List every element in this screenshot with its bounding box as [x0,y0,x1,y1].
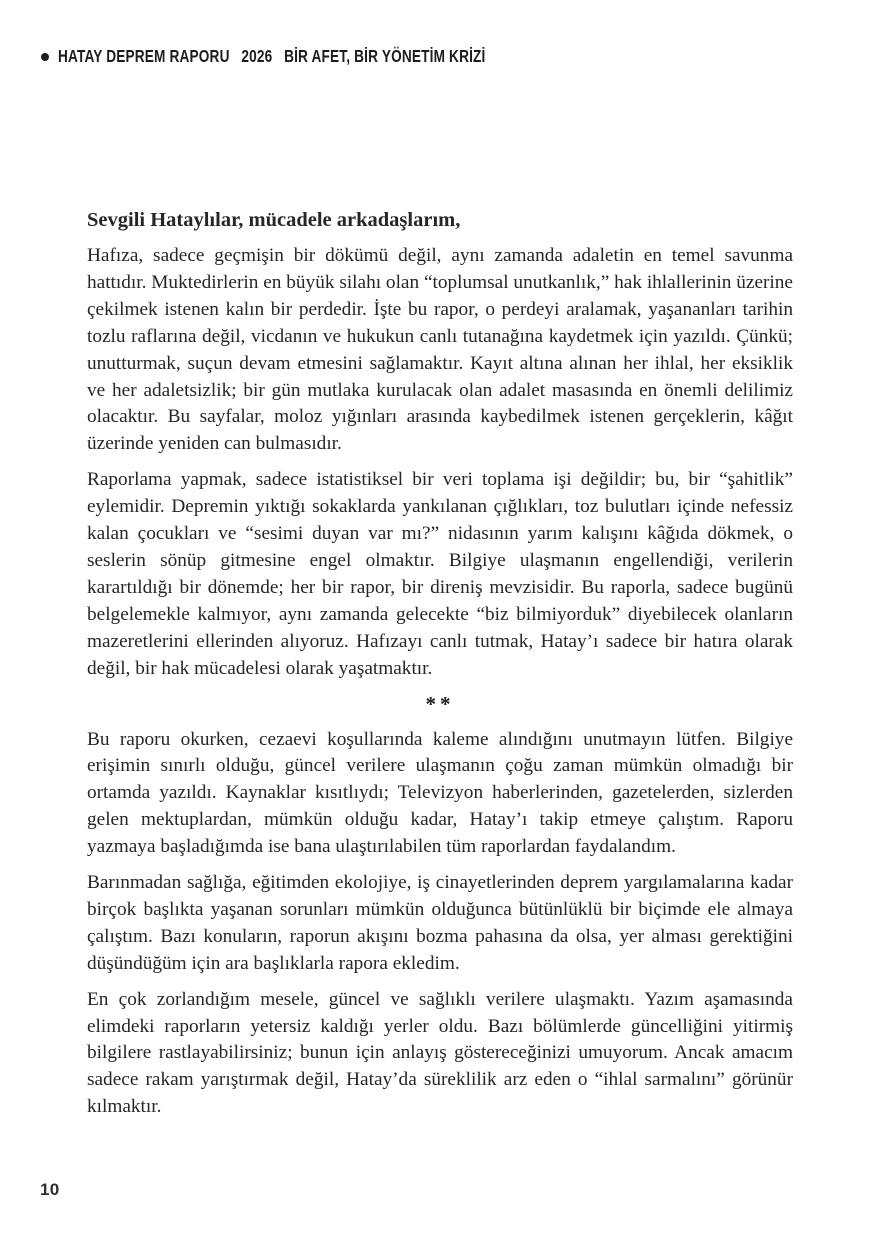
paragraph-4: Barınmadan sağlığa, eğitimden ekolojiye, iş cinayetlerinden deprem yargılamalarına kadar birçok başlıkta yaşanan sorunları mümkün olduğunca bütünlüklü bir biçimde ele almaya çalıştım. Bazı konuların, raporun akışını bozma pahasına da olsa, yer alması gerektiğini düşündüğüm için ara başlıklarla rapora ekledim. [87,872,793,974]
paragraph-1: Hafıza, sadece geçmişin bir dökümü değil, aynı zamanda adaletin en temel savunma hattıdır. Muktedirlerin en büyük silahı olan “toplumsal unutkanlık,” hak ihlallerinin üzerine çekilmek istenen kalın bir perdedir. İşte bu rapor, o perdeyi aralamak, yaşananları tarihin tozlu raflarına değil, vicdanın ve hukukun canlı tutanağına kaydetmek için yazıldı. Çünkü; unutturmak, suçun devam etmesini sağlamaktır. Kayıt altına alınan her ihlal, her eksiklik ve her adaletsizlik; bir gün mutlaka kurulacak olan adalet masasında en önemli delilimiz olacaktır. Bu sayfalar, moloz yığınları arasında kaybedilmek istenen gerçeklerin, kâğıt üzerinde yeniden can bulmasıdır. [87,245,793,455]
report-title: HATAY DEPREM RAPORU [58,46,230,66]
letter-body [87,209,793,1130]
running-header-text [58,46,485,67]
salutation: Sevgili Hataylılar, mücadele arkadaşlarım, [87,209,461,231]
paragraph-5: En çok zorlandığım mesele, güncel ve sağlıklı verilere ulaşmaktı. Yazım aşamasında elimdeki raporların yetersiz kaldığı yerler oldu. Bazı bölümlerde güncelliğini yitirmiş bilgilere rastlayabilirsiniz; bunun için anlayış göstereceğinizi umuyorum. Ancak amacım sadece rakam yarıştırmak değil, Hatay’da süreklilik arz eden o “ihlal sarmalını” görünür kılmaktır. [87,988,793,1118]
paragraph-3: Bu raporu okurken, cezaevi koşullarında kaleme alındığını unutmayın lütfen. Bilgiye erişimin sınırlı olduğu, güncel verilere ulaşmanın çoğu zaman mümkün olmadığı bir ortamda yazıldı. Kaynaklar kısıtlıydı; Televizyon haberlerinden, gazetelerden, sizlerden gelen mektuplardan, mümkün olduğu kadar, Hatay’ı takip etmeye çalıştım. Raporu yazmaya başladığımda ise bana ulaştırılabilen tüm raporlardan faydalandım. [87,728,793,858]
page-number: 10 [40,1180,60,1199]
bullet-icon [41,53,49,61]
report-subtitle: BİR AFET, BİR YÖNETİM KRİZİ [284,46,486,66]
running-header [41,46,606,67]
paragraph-2: Raporlama yapmak, sadece istatistiksel bir veri toplama işi değildir; bu, bir “şahitlik” eylemidir. Depremin yıktığı sokaklarda yankılanan çığlıkları, toz bulutları içinde nefessiz kalan çocukları ve “sesimi duyan var mı?” nidasının yarım kalışını kâğıda dökmek, o seslerin sönüp gitmesine engel olmaktır. Bilgiye ulaşmanın engellendiği, verilerin karartıldığı bir dönemde; her bir rapor, bir direniş mevzisidir. Bu raporla, sadece bugünü belgelemekle kalmıyor, aynı zamanda gelecekte “biz bilmiyorduk” diyebilecek olanların mazeretlerini ellerinden alıyoruz. Hafızayı canlı tutmak, Hatay’ı sadece bir hatıra olarak değil, bir hak mücadelesi olarak yaşatmaktır. [87,469,793,679]
report-year: 2026 [241,46,273,66]
section-separator: ** [425,691,455,716]
